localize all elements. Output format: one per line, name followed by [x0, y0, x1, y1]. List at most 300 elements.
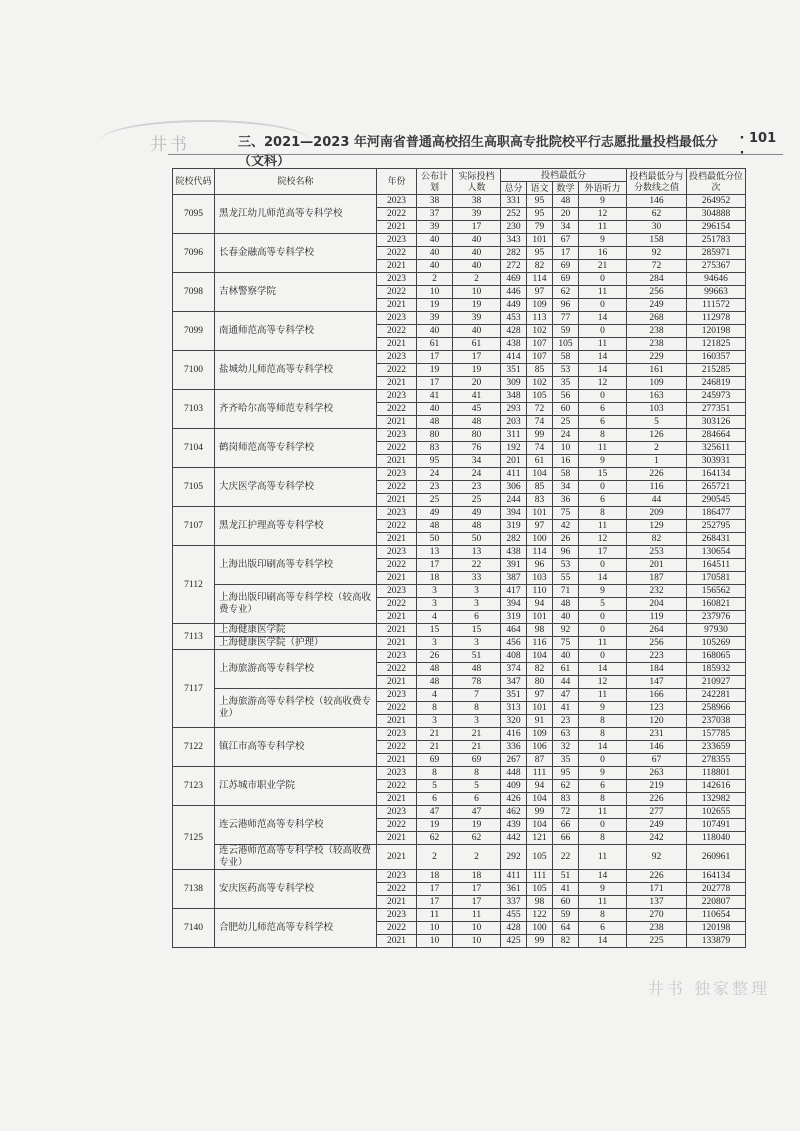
- plan-cell: 6: [417, 793, 453, 806]
- math-cell: 61: [553, 663, 579, 676]
- listening-cell: 0: [579, 559, 627, 572]
- diff-cell: 146: [627, 741, 687, 754]
- plan-cell: 48: [417, 416, 453, 429]
- math-cell: 96: [553, 299, 579, 312]
- chinese-cell: 111: [527, 767, 553, 780]
- admitted-cell: 20: [453, 377, 501, 390]
- rank-cell: 275367: [687, 260, 746, 273]
- plan-cell: 17: [417, 377, 453, 390]
- plan-cell: 38: [417, 195, 453, 208]
- school-name-cell: 上海健康医学院（护理）: [215, 637, 377, 650]
- chinese-cell: 107: [527, 338, 553, 351]
- total-cell: 428: [501, 325, 527, 338]
- math-cell: 35: [553, 377, 579, 390]
- listening-cell: 6: [579, 780, 627, 793]
- rank-cell: 202778: [687, 883, 746, 896]
- year-cell: 2023: [377, 507, 417, 520]
- rank-cell: 185932: [687, 663, 746, 676]
- table-body: [173, 195, 746, 948]
- math-cell: 53: [553, 559, 579, 572]
- year-cell: 2022: [377, 325, 417, 338]
- listening-cell: 0: [579, 650, 627, 663]
- year-cell: 2023: [377, 273, 417, 286]
- listening-cell: 8: [579, 909, 627, 922]
- chinese-cell: 101: [527, 507, 553, 520]
- table-row: [173, 546, 746, 559]
- math-cell: 71: [553, 585, 579, 598]
- diff-cell: 1: [627, 455, 687, 468]
- table-row: [173, 351, 746, 364]
- diff-cell: 284: [627, 273, 687, 286]
- table-row: [173, 273, 746, 286]
- chinese-cell: 97: [527, 689, 553, 702]
- total-cell: 361: [501, 883, 527, 896]
- listening-cell: 6: [579, 403, 627, 416]
- listening-cell: 8: [579, 507, 627, 520]
- math-cell: 60: [553, 403, 579, 416]
- year-cell: 2021: [377, 533, 417, 546]
- admitted-cell: 13: [453, 546, 501, 559]
- admitted-cell: 48: [453, 416, 501, 429]
- year-cell: 2022: [377, 247, 417, 260]
- math-cell: 69: [553, 260, 579, 273]
- school-name-cell: 安庆医药高等专科学校: [215, 870, 377, 909]
- math-cell: 23: [553, 715, 579, 728]
- math-cell: 60: [553, 896, 579, 909]
- admitted-cell: 80: [453, 429, 501, 442]
- plan-cell: 26: [417, 650, 453, 663]
- diff-cell: 123: [627, 702, 687, 715]
- rank-cell: 265721: [687, 481, 746, 494]
- rank-cell: 132982: [687, 793, 746, 806]
- rank-cell: 246819: [687, 377, 746, 390]
- math-cell: 26: [553, 533, 579, 546]
- math-cell: 47: [553, 689, 579, 702]
- year-cell: 2023: [377, 429, 417, 442]
- year-cell: 2021: [377, 338, 417, 351]
- rank-cell: 164134: [687, 870, 746, 883]
- diff-cell: 163: [627, 390, 687, 403]
- rank-cell: 296154: [687, 221, 746, 234]
- school-code-cell: 7112: [173, 546, 215, 624]
- math-cell: 58: [553, 468, 579, 481]
- admitted-cell: 17: [453, 883, 501, 896]
- plan-cell: 61: [417, 338, 453, 351]
- listening-cell: 8: [579, 793, 627, 806]
- col-total-header: 总分: [501, 182, 527, 195]
- school-name-cell: 上海出版印刷高等专科学校（较高收费专业）: [215, 585, 377, 624]
- diff-cell: 231: [627, 728, 687, 741]
- rank-cell: 237976: [687, 611, 746, 624]
- plan-cell: 23: [417, 481, 453, 494]
- total-cell: 374: [501, 663, 527, 676]
- chinese-cell: 121: [527, 832, 553, 845]
- plan-cell: 62: [417, 832, 453, 845]
- listening-cell: 0: [579, 754, 627, 767]
- rank-cell: 111572: [687, 299, 746, 312]
- listening-cell: 11: [579, 896, 627, 909]
- plan-cell: 39: [417, 312, 453, 325]
- admitted-cell: 40: [453, 234, 501, 247]
- listening-cell: 14: [579, 312, 627, 325]
- plan-cell: 3: [417, 715, 453, 728]
- plan-cell: 4: [417, 611, 453, 624]
- math-cell: 96: [553, 546, 579, 559]
- admitted-cell: 17: [453, 896, 501, 909]
- plan-cell: 39: [417, 221, 453, 234]
- diff-cell: 242: [627, 832, 687, 845]
- listening-cell: 11: [579, 221, 627, 234]
- total-cell: 272: [501, 260, 527, 273]
- chinese-cell: 102: [527, 377, 553, 390]
- chinese-cell: 107: [527, 351, 553, 364]
- math-cell: 63: [553, 728, 579, 741]
- rank-cell: 102655: [687, 806, 746, 819]
- school-code-cell: 7100: [173, 351, 215, 390]
- plan-cell: 40: [417, 234, 453, 247]
- year-cell: 2023: [377, 234, 417, 247]
- listening-cell: 11: [579, 520, 627, 533]
- math-cell: 82: [553, 935, 579, 948]
- school-name-cell: 合肥幼儿师范高等专科学校: [215, 909, 377, 948]
- col-plan-header: 公布计划: [417, 169, 453, 195]
- rank-cell: 112978: [687, 312, 746, 325]
- plan-cell: 17: [417, 896, 453, 909]
- header-rule: [168, 154, 783, 155]
- admitted-cell: 17: [453, 351, 501, 364]
- year-cell: 2021: [377, 377, 417, 390]
- rank-cell: 121825: [687, 338, 746, 351]
- admitted-cell: 15: [453, 624, 501, 637]
- listening-cell: 11: [579, 806, 627, 819]
- plan-cell: 83: [417, 442, 453, 455]
- listening-cell: 0: [579, 299, 627, 312]
- math-cell: 24: [553, 429, 579, 442]
- rank-cell: 264952: [687, 195, 746, 208]
- admitted-cell: 62: [453, 832, 501, 845]
- school-code-cell: 7140: [173, 909, 215, 948]
- rank-cell: 107491: [687, 819, 746, 832]
- plan-cell: 25: [417, 494, 453, 507]
- total-cell: 387: [501, 572, 527, 585]
- chinese-cell: 101: [527, 702, 553, 715]
- rank-cell: 285971: [687, 247, 746, 260]
- year-cell: 2022: [377, 598, 417, 611]
- admitted-cell: 23: [453, 481, 501, 494]
- chinese-cell: 72: [527, 403, 553, 416]
- rank-cell: 120198: [687, 922, 746, 935]
- school-code-cell: 7117: [173, 650, 215, 728]
- admitted-cell: 69: [453, 754, 501, 767]
- rank-cell: 186477: [687, 507, 746, 520]
- year-cell: 2021: [377, 455, 417, 468]
- math-cell: 59: [553, 325, 579, 338]
- diff-cell: 146: [627, 195, 687, 208]
- plan-cell: 8: [417, 767, 453, 780]
- admitted-cell: 10: [453, 922, 501, 935]
- listening-cell: 9: [579, 195, 627, 208]
- math-cell: 59: [553, 909, 579, 922]
- total-cell: 336: [501, 741, 527, 754]
- admitted-cell: 19: [453, 299, 501, 312]
- diff-cell: 129: [627, 520, 687, 533]
- total-cell: 453: [501, 312, 527, 325]
- plan-cell: 3: [417, 598, 453, 611]
- chinese-cell: 79: [527, 221, 553, 234]
- total-cell: 446: [501, 286, 527, 299]
- diff-cell: 137: [627, 896, 687, 909]
- diff-cell: 201: [627, 559, 687, 572]
- rank-cell: 258966: [687, 702, 746, 715]
- school-name-cell: 上海出版印刷高等专科学校: [215, 546, 377, 585]
- listening-cell: 8: [579, 429, 627, 442]
- rank-cell: 252795: [687, 520, 746, 533]
- diff-cell: 72: [627, 260, 687, 273]
- chinese-cell: 104: [527, 819, 553, 832]
- year-cell: 2021: [377, 896, 417, 909]
- year-cell: 2023: [377, 650, 417, 663]
- rank-cell: 277351: [687, 403, 746, 416]
- math-cell: 62: [553, 286, 579, 299]
- diff-cell: 62: [627, 208, 687, 221]
- chinese-cell: 83: [527, 494, 553, 507]
- listening-cell: 12: [579, 676, 627, 689]
- listening-cell: 11: [579, 338, 627, 351]
- chinese-cell: 98: [527, 624, 553, 637]
- math-cell: 62: [553, 780, 579, 793]
- listening-cell: 12: [579, 533, 627, 546]
- table-row: [173, 429, 746, 442]
- listening-cell: 12: [579, 208, 627, 221]
- year-cell: 2021: [377, 715, 417, 728]
- diff-cell: 270: [627, 909, 687, 922]
- chinese-cell: 74: [527, 442, 553, 455]
- math-cell: 44: [553, 676, 579, 689]
- chinese-cell: 122: [527, 909, 553, 922]
- year-cell: 2021: [377, 221, 417, 234]
- year-cell: 2022: [377, 883, 417, 896]
- listening-cell: 14: [579, 572, 627, 585]
- admitted-cell: 2: [453, 845, 501, 870]
- diff-cell: 30: [627, 221, 687, 234]
- chinese-cell: 100: [527, 533, 553, 546]
- chinese-cell: 91: [527, 715, 553, 728]
- total-cell: 351: [501, 689, 527, 702]
- diff-cell: 238: [627, 325, 687, 338]
- admitted-cell: 10: [453, 286, 501, 299]
- year-cell: 2022: [377, 663, 417, 676]
- total-cell: 319: [501, 611, 527, 624]
- chinese-cell: 105: [527, 390, 553, 403]
- chinese-cell: 96: [527, 559, 553, 572]
- chinese-cell: 94: [527, 780, 553, 793]
- math-cell: 10: [553, 442, 579, 455]
- admitted-cell: 7: [453, 689, 501, 702]
- year-cell: 2022: [377, 520, 417, 533]
- total-cell: 442: [501, 832, 527, 845]
- year-cell: 2021: [377, 494, 417, 507]
- school-name-cell: 上海健康医学院: [215, 624, 377, 637]
- school-name-cell: 黑龙江幼儿师范高等专科学校: [215, 195, 377, 234]
- rank-cell: 133879: [687, 935, 746, 948]
- math-cell: 41: [553, 883, 579, 896]
- math-cell: 55: [553, 572, 579, 585]
- listening-cell: 9: [579, 767, 627, 780]
- year-cell: 2021: [377, 299, 417, 312]
- year-cell: 2022: [377, 819, 417, 832]
- rank-cell: 118040: [687, 832, 746, 845]
- school-name-cell: 盐城幼儿师范高等专科学校: [215, 351, 377, 390]
- listening-cell: 6: [579, 922, 627, 935]
- listening-cell: 11: [579, 845, 627, 870]
- table-row: [173, 624, 746, 637]
- table-row: [173, 650, 746, 663]
- col-min-score-header: 投档最低分: [501, 169, 627, 182]
- year-cell: 2021: [377, 832, 417, 845]
- admitted-cell: 11: [453, 909, 501, 922]
- header-row: [173, 169, 746, 182]
- plan-cell: 69: [417, 754, 453, 767]
- total-cell: 417: [501, 585, 527, 598]
- chinese-cell: 99: [527, 806, 553, 819]
- listening-cell: 14: [579, 351, 627, 364]
- diff-cell: 92: [627, 247, 687, 260]
- school-name-cell: 鹤岗师范高等专科学校: [215, 429, 377, 468]
- table-row: [173, 507, 746, 520]
- total-cell: 391: [501, 559, 527, 572]
- page-number: · 101 ·: [739, 131, 777, 161]
- rank-cell: 105269: [687, 637, 746, 650]
- chinese-cell: 87: [527, 754, 553, 767]
- diff-cell: 126: [627, 429, 687, 442]
- page-header: [238, 131, 783, 169]
- listening-cell: 14: [579, 364, 627, 377]
- rank-cell: 110654: [687, 909, 746, 922]
- admitted-cell: 76: [453, 442, 501, 455]
- admitted-cell: 61: [453, 338, 501, 351]
- diff-cell: 223: [627, 650, 687, 663]
- rank-cell: 157785: [687, 728, 746, 741]
- rank-cell: 242281: [687, 689, 746, 702]
- chinese-cell: 100: [527, 922, 553, 935]
- math-cell: 83: [553, 793, 579, 806]
- chinese-cell: 104: [527, 793, 553, 806]
- total-cell: 455: [501, 909, 527, 922]
- admitted-cell: 18: [453, 870, 501, 883]
- diff-cell: 277: [627, 806, 687, 819]
- math-cell: 77: [553, 312, 579, 325]
- school-code-cell: 7123: [173, 767, 215, 806]
- rank-cell: 160357: [687, 351, 746, 364]
- diff-cell: 238: [627, 338, 687, 351]
- chinese-cell: 104: [527, 468, 553, 481]
- year-cell: 2023: [377, 728, 417, 741]
- admitted-cell: 40: [453, 247, 501, 260]
- plan-cell: 3: [417, 585, 453, 598]
- diff-cell: 263: [627, 767, 687, 780]
- admitted-cell: 78: [453, 676, 501, 689]
- listening-cell: 11: [579, 442, 627, 455]
- plan-cell: 10: [417, 935, 453, 948]
- year-cell: 2022: [377, 208, 417, 221]
- chinese-cell: 99: [527, 429, 553, 442]
- school-name-cell: 长春金融高等专科学校: [215, 234, 377, 273]
- listening-cell: 0: [579, 273, 627, 286]
- col-math-header: 数学: [553, 182, 579, 195]
- year-cell: 2021: [377, 260, 417, 273]
- chinese-cell: 95: [527, 247, 553, 260]
- admitted-cell: 3: [453, 585, 501, 598]
- school-code-cell: 7122: [173, 728, 215, 767]
- math-cell: 95: [553, 767, 579, 780]
- math-cell: 42: [553, 520, 579, 533]
- year-cell: 2022: [377, 780, 417, 793]
- listening-cell: 6: [579, 416, 627, 429]
- admitted-cell: 34: [453, 455, 501, 468]
- table-row: [173, 806, 746, 819]
- admitted-cell: 33: [453, 572, 501, 585]
- admitted-cell: 19: [453, 819, 501, 832]
- rank-cell: 142616: [687, 780, 746, 793]
- year-cell: 2022: [377, 922, 417, 935]
- admitted-cell: 39: [453, 208, 501, 221]
- math-cell: 53: [553, 364, 579, 377]
- admitted-cell: 51: [453, 650, 501, 663]
- total-cell: 203: [501, 416, 527, 429]
- chinese-cell: 113: [527, 312, 553, 325]
- chinese-cell: 85: [527, 481, 553, 494]
- plan-cell: 18: [417, 572, 453, 585]
- total-cell: 343: [501, 234, 527, 247]
- diff-cell: 158: [627, 234, 687, 247]
- table-row: [173, 845, 746, 870]
- rank-cell: 284664: [687, 429, 746, 442]
- listening-cell: 16: [579, 247, 627, 260]
- admitted-cell: 17: [453, 221, 501, 234]
- total-cell: 448: [501, 767, 527, 780]
- admitted-cell: 6: [453, 611, 501, 624]
- chinese-cell: 105: [527, 883, 553, 896]
- year-cell: 2023: [377, 390, 417, 403]
- plan-cell: 95: [417, 455, 453, 468]
- math-cell: 66: [553, 832, 579, 845]
- chinese-cell: 82: [527, 663, 553, 676]
- rank-cell: 168065: [687, 650, 746, 663]
- total-cell: 462: [501, 806, 527, 819]
- plan-cell: 18: [417, 870, 453, 883]
- plan-cell: 17: [417, 559, 453, 572]
- total-cell: 282: [501, 247, 527, 260]
- diff-cell: 120: [627, 715, 687, 728]
- plan-cell: 11: [417, 909, 453, 922]
- math-cell: 17: [553, 247, 579, 260]
- chinese-cell: 95: [527, 208, 553, 221]
- total-cell: 293: [501, 403, 527, 416]
- school-code-cell: 7099: [173, 312, 215, 351]
- plan-cell: 80: [417, 429, 453, 442]
- total-cell: 306: [501, 481, 527, 494]
- table-row: [173, 870, 746, 883]
- admitted-cell: 10: [453, 935, 501, 948]
- chinese-cell: 98: [527, 896, 553, 909]
- year-cell: 2023: [377, 870, 417, 883]
- chinese-cell: 104: [527, 650, 553, 663]
- year-cell: 2021: [377, 754, 417, 767]
- listening-cell: 0: [579, 611, 627, 624]
- diff-cell: 253: [627, 546, 687, 559]
- admitted-cell: 47: [453, 806, 501, 819]
- rank-cell: 215285: [687, 364, 746, 377]
